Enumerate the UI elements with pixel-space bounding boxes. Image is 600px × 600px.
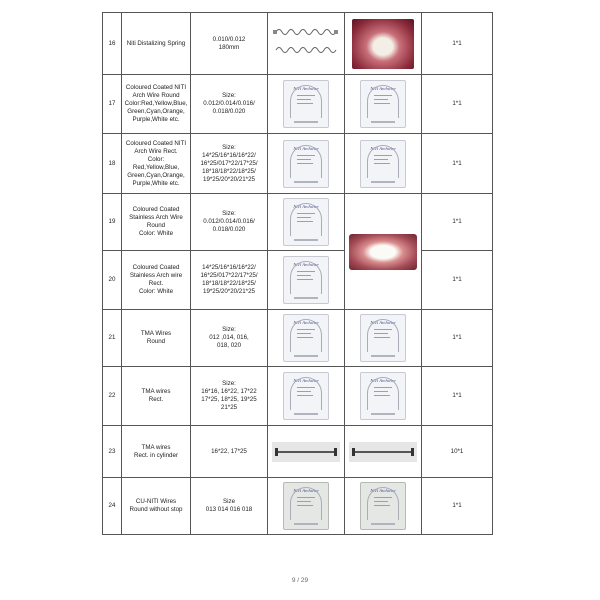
quantity: 1*1: [422, 13, 493, 75]
package-brand: NiTi Archwire: [370, 86, 396, 91]
product-spec: Size: 16*16, 16*22, 17*22 17*25, 18*25, 19*25 21*25: [191, 367, 268, 426]
product-image-cell: [268, 13, 345, 75]
package-image: [360, 482, 406, 530]
table-row: [103, 478, 493, 535]
quantity: 1*1: [422, 251, 493, 310]
product-spec: Size 013 014 016 018: [191, 478, 268, 535]
package-brand: NiTi Archwire: [293, 204, 319, 209]
row-number: 20: [103, 251, 122, 310]
product-image-cell: [345, 134, 422, 194]
quantity: 1*1: [422, 194, 493, 251]
product-image-cell: [268, 426, 345, 478]
product-name: Coloured Coated NITI Arch Wire Rect. Color: Red,Yellow,Blue, Green,Cyan,Orange, Purple,White etc.: [122, 134, 191, 194]
package-brand: NiTi Archwire: [370, 488, 396, 493]
package-image: [360, 372, 406, 420]
table-row: [103, 310, 493, 367]
package-image: [283, 80, 329, 128]
page-number: 9 / 29: [291, 577, 309, 584]
package-brand: NiTi Archwire: [293, 378, 319, 383]
quantity: 1*1: [422, 75, 493, 134]
package-brand: NiTi Archwire: [293, 488, 319, 493]
row-number: 19: [103, 194, 122, 251]
product-name: TMA wires Rect. in cylinder: [122, 426, 191, 478]
product-image-cell: [345, 75, 422, 134]
row-number: 24: [103, 478, 122, 535]
product-photo-cell: [345, 194, 422, 310]
table-row: [103, 134, 493, 194]
spring-image: [272, 22, 340, 62]
product-name: CU-NITI Wires Round without stop: [122, 478, 191, 535]
product-name: Coloured Coated NITI Arch Wire Round Color:Red,Yellow,Blue, Green,Cyan,Orange, Purple,White etc.: [122, 75, 191, 134]
table-row: [103, 194, 493, 251]
row-number: 21: [103, 310, 122, 367]
package-image: [283, 314, 329, 362]
product-image-cell: [268, 367, 345, 426]
package-image: [283, 482, 329, 530]
product-spec: 0.010/0.012 180mm: [191, 13, 268, 75]
table-row: [103, 75, 493, 134]
package-image: [283, 256, 329, 304]
product-image-cell: [345, 426, 422, 478]
wire-cylinder-image: [272, 442, 340, 462]
package-brand: NiTi Archwire: [370, 320, 396, 325]
product-name: Niti Distalizing Spring: [122, 13, 191, 75]
product-image-cell: [268, 251, 345, 310]
quantity: 1*1: [422, 310, 493, 367]
product-spec: Size: 0.012/0.014/0.016/ 0.018/0.020: [191, 194, 268, 251]
product-name: TMA Wires Round: [122, 310, 191, 367]
wire-cylinder-image: [349, 442, 417, 462]
mouth-photo: [352, 19, 414, 69]
product-name: TMA wires Rect.: [122, 367, 191, 426]
package-image: [283, 372, 329, 420]
product-photo-cell: [345, 13, 422, 75]
table-row: [103, 251, 493, 310]
table-row: [103, 13, 493, 75]
row-number: 18: [103, 134, 122, 194]
row-number: 16: [103, 13, 122, 75]
quantity: 10*1: [422, 426, 493, 478]
package-brand: NiTi Archwire: [293, 145, 319, 151]
product-table: [102, 12, 493, 535]
product-image-cell: [268, 478, 345, 535]
smile-photo: [349, 234, 417, 270]
product-spec: 16*22, 17*25: [191, 426, 268, 478]
package-image: [283, 198, 329, 246]
quantity: 1*1: [422, 478, 493, 535]
quantity: 1*1: [422, 134, 493, 194]
product-image-cell: [268, 134, 345, 194]
package-brand: NiTi Archwire: [293, 86, 319, 91]
package-brand: NiTi Archwire: [370, 145, 396, 151]
package-image: [360, 80, 406, 128]
package-brand: NiTi Archwire: [293, 262, 319, 267]
row-number: 17: [103, 75, 122, 134]
product-image-cell: [345, 478, 422, 535]
package-brand: NiTi Archwire: [370, 378, 396, 383]
row-number: 22: [103, 367, 122, 426]
product-spec: 14*25/16*16/16*22/ 16*25/017*22/17*25/ 18*18/18*22/18*25/ 19*25/20*20/21*25: [191, 251, 268, 310]
product-spec: Size: 0.012/0.014/0.016/ 0.018/0.020: [191, 75, 268, 134]
product-spec: Size: 14*25/16*16/16*22/ 16*25/017*22/17*25/ 18*18/18*22/18*25/ 19*25/20*20/21*25: [191, 134, 268, 194]
product-image-cell: [345, 367, 422, 426]
product-name: Coloured Coated Stainless Arch wire Rect. Color: White: [122, 251, 191, 310]
package-brand: NiTi Archwire: [293, 320, 319, 325]
table-row: [103, 367, 493, 426]
product-image-cell: [268, 75, 345, 134]
product-image-cell: [268, 310, 345, 367]
product-image-cell: [345, 310, 422, 367]
product-name: Coloured Coated Stainless Arch Wire Round Color: White: [122, 194, 191, 251]
product-spec: Size: 012 ,014, 016, 018, 020: [191, 310, 268, 367]
quantity: 1*1: [422, 367, 493, 426]
package-image: [360, 140, 406, 188]
package-image: [283, 140, 329, 188]
package-image: [360, 314, 406, 362]
table-row: [103, 426, 493, 478]
product-image-cell: [268, 194, 345, 251]
row-number: 23: [103, 426, 122, 478]
